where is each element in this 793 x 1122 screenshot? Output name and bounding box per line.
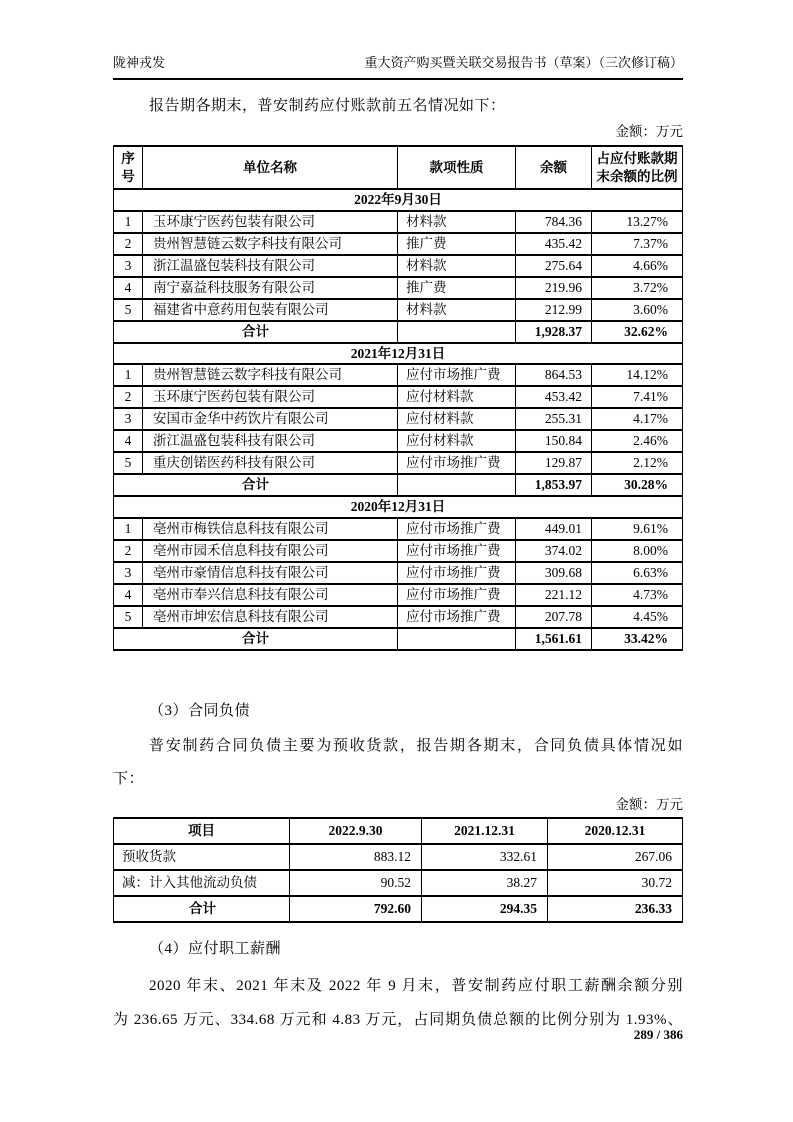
cell-index: 5 <box>113 607 143 629</box>
cell-ratio: 4.17% <box>592 409 683 431</box>
total-label: 合计 <box>113 629 398 651</box>
table-row <box>113 256 683 278</box>
cell-nature: 应付市场推广费 <box>398 607 516 629</box>
cell-ratio: 8.00% <box>592 541 683 563</box>
running-header-left: 陇神戎发 <box>113 55 166 70</box>
payables-table-header <box>113 147 683 190</box>
amount-unit-note-1: 金额：万元 <box>615 124 683 139</box>
cell-nature: 应付材料款 <box>398 431 516 453</box>
cell-balance: 435.42 <box>516 234 592 256</box>
section-date-label: 2022年9月30日 <box>113 190 683 212</box>
cell-value-2: 267.06 <box>548 845 683 871</box>
contract-table-header <box>113 819 683 845</box>
running-header-title: 重大资产购买暨关联交易报告书（草案）（三次修订稿） <box>364 55 683 70</box>
contract-liabilities-table <box>113 817 683 923</box>
section-date-label: 2020年12月31日 <box>113 497 683 519</box>
cell-index: 3 <box>113 563 143 585</box>
cell-index: 4 <box>113 585 143 607</box>
cell-value-0: 883.12 <box>290 845 422 871</box>
total-balance: 1,853.97 <box>516 475 592 497</box>
cell-nature: 应付市场推广费 <box>398 519 516 541</box>
cell-balance: 374.02 <box>516 541 592 563</box>
cell-nature: 材料款 <box>398 300 516 322</box>
cell-nature: 应付市场推广费 <box>398 453 516 475</box>
cell-nature: 应付市场推广费 <box>398 563 516 585</box>
cell-company: 贵州智慧链云数字科技有限公司 <box>143 234 398 256</box>
col-header-balance: 余额 <box>516 147 592 190</box>
cell-nature: 应付市场推广费 <box>398 585 516 607</box>
cell-ratio: 2.46% <box>592 431 683 453</box>
total-label: 合计 <box>113 322 398 344</box>
table-row <box>113 365 683 387</box>
section-3-heading: （3）合同负债 <box>149 703 251 719</box>
cell-index: 5 <box>113 453 143 475</box>
table-row <box>113 409 683 431</box>
table-row <box>113 897 683 923</box>
cell-index: 4 <box>113 278 143 300</box>
total-nature-empty <box>398 475 516 497</box>
cell-ratio: 4.45% <box>592 607 683 629</box>
cell-ratio: 14.12% <box>592 365 683 387</box>
table-section-date-row <box>113 497 683 519</box>
table-total-row <box>113 475 683 497</box>
cell-company: 玉环康宁医药包装有限公司 <box>143 387 398 409</box>
cell-company: 福建省中意药用包装有限公司 <box>143 300 398 322</box>
cell-ratio: 4.73% <box>592 585 683 607</box>
cell-index: 2 <box>113 541 143 563</box>
total-ratio: 33.42% <box>592 629 683 651</box>
cell-nature: 材料款 <box>398 212 516 234</box>
cell-balance: 129.87 <box>516 453 592 475</box>
table-header-row <box>113 147 683 190</box>
table-row <box>113 563 683 585</box>
cell-index: 5 <box>113 300 143 322</box>
table-row <box>113 871 683 897</box>
col-header-2022-9-30: 2022.9.30 <box>290 819 422 845</box>
section-4-paragraph-line-1: 2020 年末、2021 年末及 2022 年 9 月末，普安制药应付职工薪酬余额分别 <box>149 978 683 994</box>
cell-company: 亳州市梅铁信息科技有限公司 <box>143 519 398 541</box>
table-section-date-row <box>113 190 683 212</box>
cell-ratio: 2.12% <box>592 453 683 475</box>
contract-table-body <box>113 845 683 923</box>
total-nature-empty <box>398 629 516 651</box>
cell-balance: 255.31 <box>516 409 592 431</box>
cell-ratio: 9.61% <box>592 519 683 541</box>
section-date-label: 2021年12月31日 <box>113 344 683 366</box>
cell-ratio: 13.27% <box>592 212 683 234</box>
table-total-row <box>113 322 683 344</box>
cell-ratio: 6.63% <box>592 563 683 585</box>
cell-company: 亳州市坤宏信息科技有限公司 <box>143 607 398 629</box>
cell-value-1: 38.27 <box>422 871 548 897</box>
total-ratio: 32.62% <box>592 322 683 344</box>
cell-balance: 864.53 <box>516 365 592 387</box>
cell-index: 1 <box>113 212 143 234</box>
cell-nature: 应付材料款 <box>398 387 516 409</box>
total-nature-empty <box>398 322 516 344</box>
cell-value-0: 792.60 <box>290 897 422 923</box>
cell-ratio: 7.41% <box>592 387 683 409</box>
cell-ratio: 3.72% <box>592 278 683 300</box>
table-row <box>113 519 683 541</box>
cell-balance: 784.36 <box>516 212 592 234</box>
table-row <box>113 845 683 871</box>
table-row <box>113 212 683 234</box>
table-row <box>113 585 683 607</box>
cell-balance: 275.64 <box>516 256 592 278</box>
total-label: 合计 <box>113 475 398 497</box>
col-header-2021-12-31: 2021.12.31 <box>422 819 548 845</box>
section-3-paragraph-line-2: 下： <box>113 771 145 787</box>
table-row <box>113 234 683 256</box>
cell-company: 重庆创锘医药科技有限公司 <box>143 453 398 475</box>
cell-company: 浙江温盛包装科技有限公司 <box>143 256 398 278</box>
running-header <box>113 52 683 80</box>
cell-company: 亳州市奉兴信息科技有限公司 <box>143 585 398 607</box>
col-header-2020-12-31: 2020.12.31 <box>548 819 683 845</box>
col-header-item: 项目 <box>113 819 290 845</box>
table-row <box>113 431 683 453</box>
table-section-date-row <box>113 344 683 366</box>
cell-index: 3 <box>113 409 143 431</box>
cell-company: 安国市金华中药饮片有限公司 <box>143 409 398 431</box>
cell-company: 亳州市豪情信息科技有限公司 <box>143 563 398 585</box>
cell-nature: 材料款 <box>398 256 516 278</box>
cell-index: 1 <box>113 519 143 541</box>
payables-table <box>113 145 683 651</box>
cell-balance: 207.78 <box>516 607 592 629</box>
cell-item: 预收货款 <box>113 845 290 871</box>
cell-balance: 453.42 <box>516 387 592 409</box>
col-header-ratio: 占应付账款期末余额的比例 <box>592 147 683 190</box>
cell-balance: 449.01 <box>516 519 592 541</box>
cell-ratio: 4.66% <box>592 256 683 278</box>
cell-nature: 推广费 <box>398 234 516 256</box>
cell-item: 合计 <box>113 897 290 923</box>
page-number: 289 / 386 <box>633 1027 683 1042</box>
cell-nature: 推广费 <box>398 278 516 300</box>
table-header-row <box>113 819 683 845</box>
cell-item: 减：计入其他流动负债 <box>113 871 290 897</box>
cell-index: 4 <box>113 431 143 453</box>
cell-balance: 212.99 <box>516 300 592 322</box>
table-row <box>113 387 683 409</box>
table-row <box>113 278 683 300</box>
section-4-paragraph-line-2: 为 236.65 万元、334.68 万元和 4.83 万元，占同期负债总额的比例分别为 1.93%、 <box>113 1012 683 1028</box>
table-row <box>113 300 683 322</box>
cell-balance: 219.96 <box>516 278 592 300</box>
col-header-index: 序号 <box>113 147 143 190</box>
table-row <box>113 453 683 475</box>
cell-balance: 309.68 <box>516 563 592 585</box>
total-balance: 1,561.61 <box>516 629 592 651</box>
cell-company: 玉环康宁医药包装有限公司 <box>143 212 398 234</box>
intro-paragraph: 报告期各期末，普安制药应付账款前五名情况如下： <box>149 98 506 114</box>
total-ratio: 30.28% <box>592 475 683 497</box>
cell-value-2: 236.33 <box>548 897 683 923</box>
cell-balance: 221.12 <box>516 585 592 607</box>
cell-value-2: 30.72 <box>548 871 683 897</box>
cell-index: 3 <box>113 256 143 278</box>
cell-index: 2 <box>113 387 143 409</box>
cell-index: 1 <box>113 365 143 387</box>
cell-ratio: 3.60% <box>592 300 683 322</box>
table-total-row <box>113 629 683 651</box>
amount-unit-note-2: 金额：万元 <box>615 797 683 812</box>
cell-company: 亳州市园禾信息科技有限公司 <box>143 541 398 563</box>
cell-company: 浙江温盛包装科技有限公司 <box>143 431 398 453</box>
table-row <box>113 607 683 629</box>
cell-value-0: 90.52 <box>290 871 422 897</box>
cell-index: 2 <box>113 234 143 256</box>
col-header-company: 单位名称 <box>143 147 398 190</box>
cell-value-1: 294.35 <box>422 897 548 923</box>
cell-company: 贵州智慧链云数字科技有限公司 <box>143 365 398 387</box>
table-row <box>113 541 683 563</box>
cell-nature: 应付材料款 <box>398 409 516 431</box>
section-3-paragraph-line-1: 普安制药合同负债主要为预收货款，报告期各期末，合同负债具体情况如 <box>149 738 683 754</box>
section-4-heading: （4）应付职工薪酬 <box>149 941 282 957</box>
cell-nature: 应付市场推广费 <box>398 365 516 387</box>
cell-nature: 应付市场推广费 <box>398 541 516 563</box>
cell-ratio: 7.37% <box>592 234 683 256</box>
cell-balance: 150.84 <box>516 431 592 453</box>
cell-value-1: 332.61 <box>422 845 548 871</box>
payables-table-body <box>113 190 683 651</box>
cell-company: 南宁嘉益科技服务有限公司 <box>143 278 398 300</box>
total-balance: 1,928.37 <box>516 322 592 344</box>
col-header-nature: 款项性质 <box>398 147 516 190</box>
